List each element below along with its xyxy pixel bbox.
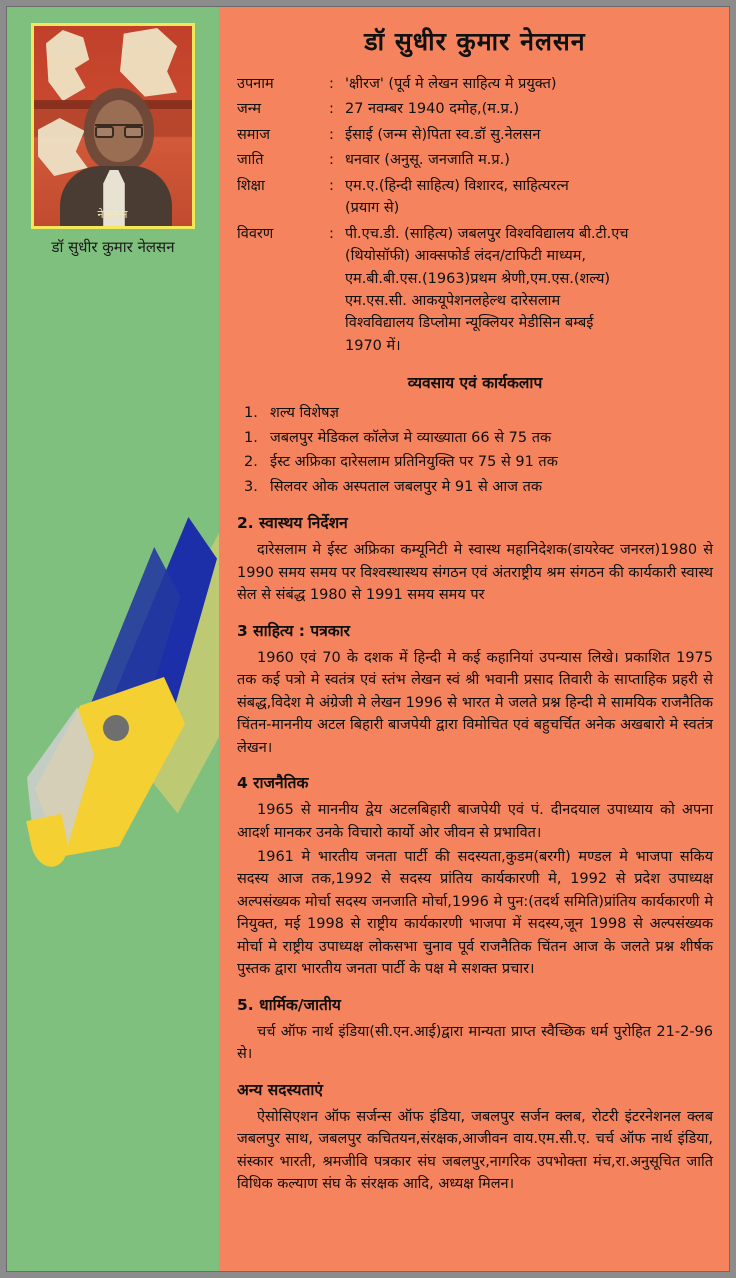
profession-list (243, 401, 559, 499)
list-text: जबलपुर मेडिकल कॉलेज मे व्याख्याता 66 से 75 तक (270, 429, 552, 446)
value-line: विश्वविद्यालय डिप्लोमा न्यूक्लियर मेडीसिन बम्बई (345, 315, 594, 332)
section-paragraph: ऐसोसिएशन ऑफ सर्जन्स ऑफ इंडिया, जबलपुर सर्जन क्लब, रोटरी इंटरनेशनल क्लब जबलपुर साथ, जबलपुर कचितयन,संरक्षक,आजीवन वाय.एम.सी.ए. चर्च ऑफ नार्थ इंडिया, संस्कार भारती, श्रमजीवि पत्रकार संघ जबलपुर,नागरिक उपभोक्ता मंच,रा.अनुसूचित जाति विधिक कल्याण संघ के संरक्षक आदि, अध्यक्ष मिलन। (237, 1108, 713, 1193)
row-value (345, 123, 713, 148)
value-line: 1970 में। (345, 337, 401, 354)
list-item (243, 401, 559, 425)
biodata-body (237, 72, 713, 360)
portrait-glasses-icon (95, 124, 143, 137)
row-label: उपनाम (237, 75, 274, 92)
list-item (243, 450, 559, 474)
row-colon: : (329, 75, 334, 92)
value-line: एम.एस.सी. आकयूपेशनलहेल्थ दारेसलाम (345, 292, 561, 309)
profession-list-body (243, 401, 559, 499)
section-paragraph: 1961 मे भारतीय जनता पार्टी की सदस्यता,कुडम(बरगी) मण्डल मे भाजपा सकिय सदस्य आज तक,1992 से सदस्य प्रांतिय कार्यकारणी मे, 1992 से प्रदेश उपाध्यक्ष अल्पसंख्यक मोर्चा सदस्य जनजाति मोर्चा,1996 मे पुन:(तदर्थ समिति)प्रांतिय कार्यकारणी मे नियुक्त, मई 1998 से राष्ट्रीय कार्यकारणी भाजपा में सदस्य,जून 1998 से अल्पसंख्यक मोर्चा मे राष्ट्रीय उपाध्यक्ष लोकसभा चुनाव पूर्व राजनैतिक चिंतन आज के जलते प्रश्न शीर्षक पुस्तक द्वारा भारतीय जनता पार्टी के पक्ष मे सशक्त प्रचार। (237, 849, 713, 978)
list-marker: 2. (244, 454, 258, 471)
list-text: सिलवर ओक अस्पताल जबलपुर मे 91 से आज तक (270, 478, 542, 495)
table-row (237, 97, 713, 122)
row-value (345, 148, 713, 173)
list-marker: 3. (244, 478, 258, 495)
pen-breather-hole-icon (103, 715, 129, 741)
portrait-photo (31, 23, 195, 229)
value-line: 'क्षीरज' (पूर्व मे लेखन साहित्य मे प्रयुक्त) (345, 75, 557, 92)
row-colon: : (329, 101, 334, 118)
photo-caption: डॉ सुधीर कुमार नेलसन (51, 238, 175, 256)
list-marker: 1. (244, 405, 258, 422)
list-marker: 1. (244, 429, 258, 446)
table-row (237, 222, 713, 360)
list-item (243, 426, 559, 450)
row-label: विवरण (237, 225, 274, 242)
row-label: जाति (237, 152, 264, 169)
list-text: शल्य विशेषज्ञ (270, 405, 339, 422)
row-value (345, 72, 713, 97)
section-heading-profession: व्यवसाय एवं कार्यकलाप (407, 374, 543, 393)
value-line: एम.ए.(हिन्दी साहित्य) विशारद, साहित्यरत्न (345, 177, 569, 194)
table-row (237, 72, 713, 97)
value-line: धनवार (अनुसू. जनजाति म.प्र.) (345, 152, 510, 169)
value-line: (प्रयाग से) (345, 200, 400, 217)
section-heading-literature: 3 साहित्य : पत्रकार (237, 621, 351, 640)
list-text: ईस्ट अफ्रिका दारेसलाम प्रतिनियुक्ति पर 75 से 91 तक (270, 454, 558, 471)
table-row (237, 148, 713, 173)
section-heading-religious: 5. धार्मिक/जातीय (237, 995, 341, 1014)
value-line: (थियोसॉफी) आक्सफोर्ड लंदन/टाफिटी माध्यम, (345, 248, 587, 265)
poster-text: नेलसन (97, 208, 129, 221)
section-paragraph: 1965 से माननीय द्वेय अटलबिहारी बाजपेयी एवं पं. दीनदयाल उपाध्याय को अपना आदर्श मानकर उनके विचारो कार्यो ओर जीवन से प्रभावित। (237, 802, 713, 841)
row-colon: : (329, 152, 334, 169)
row-colon: : (329, 126, 334, 143)
value-line: ईसाई (जन्म से)पिता स्व.डॉ सु.नेलसन (345, 126, 541, 143)
section-heading-health-guidance: 2. स्वास्थय निर्देशन (237, 514, 348, 533)
pen-nib-illustration (17, 487, 219, 907)
row-colon: : (329, 177, 334, 194)
value-line: पी.एच.डी. (साहित्य) जबलपुर विश्वविद्यालय बी.टी.एच (345, 225, 629, 242)
value-line: 27 नवम्बर 1940 दमोह,(म.प्र.) (345, 101, 520, 118)
biodata-table (237, 72, 713, 360)
section-paragraph: दारेसलाम मे ईस्ट अफ्रिका कम्यूनिटी मे स्वास्थ महानिदेशक(डायरेक्ट जनरल)1980 से 1990 समय समय पर विश्वस्थास्थय संगठन एवं अंतराष्ट्रीय श्रम संगठन की कार्यकारी स्वास्थ सेल से संबंद्ध 1980 से 1991 समय समय पर (237, 542, 713, 604)
section-heading-memberships: अन्य सदस्यताएं (237, 1080, 323, 1099)
section-heading-political: 4 राजनैतिक (237, 774, 309, 793)
table-row (237, 174, 713, 222)
document-content (219, 7, 729, 1271)
list-item (243, 475, 559, 499)
value-line: एम.बी.बी.एस.(1963)प्रथम श्रेणी,एम.एस.(शल्य) (345, 270, 611, 287)
row-label: समाज (237, 126, 270, 143)
row-value (345, 97, 713, 122)
section-paragraph: 1960 एवं 70 के दशक में हिन्दी मे कई कहानियां उपन्यास लिखे। प्रकाशित 1975 तक कई पत्रो मे स्वतंत्र एवं स्तंभ लेखन स्वं श्री भवानी प्रसाद तिवारी के साप्ताहिक प्रहरी से संबद्ध,विदेश मे अंग्रेजी मे लेखन 1996 से भारत मे जलते प्रश्न हिन्दी मे सामयिक राजनैतिक चिंतन-माननीय अटल बिहारी बाजपेयी द्वारा विमोचित एवं बहुचर्चित अनेक अखबारो मे स्वतंत्र लेखन। (237, 649, 713, 756)
table-row (237, 123, 713, 148)
row-value (345, 222, 713, 360)
row-value (345, 174, 713, 222)
row-label: शिक्षा (237, 177, 265, 194)
row-label: जन्म (237, 101, 262, 118)
page-title: डॉ सुधीर कुमार नेलसन (364, 27, 586, 56)
left-panel (7, 7, 219, 1271)
document-frame (6, 6, 730, 1272)
section-paragraph: चर्च ऑफ नार्थ इंडिया(सी.एन.आई)द्वारा मान्यता प्राप्त स्वैच्छिक धर्म पुरोहित 21-2-96 से। (237, 1023, 713, 1063)
row-colon: : (329, 225, 334, 242)
